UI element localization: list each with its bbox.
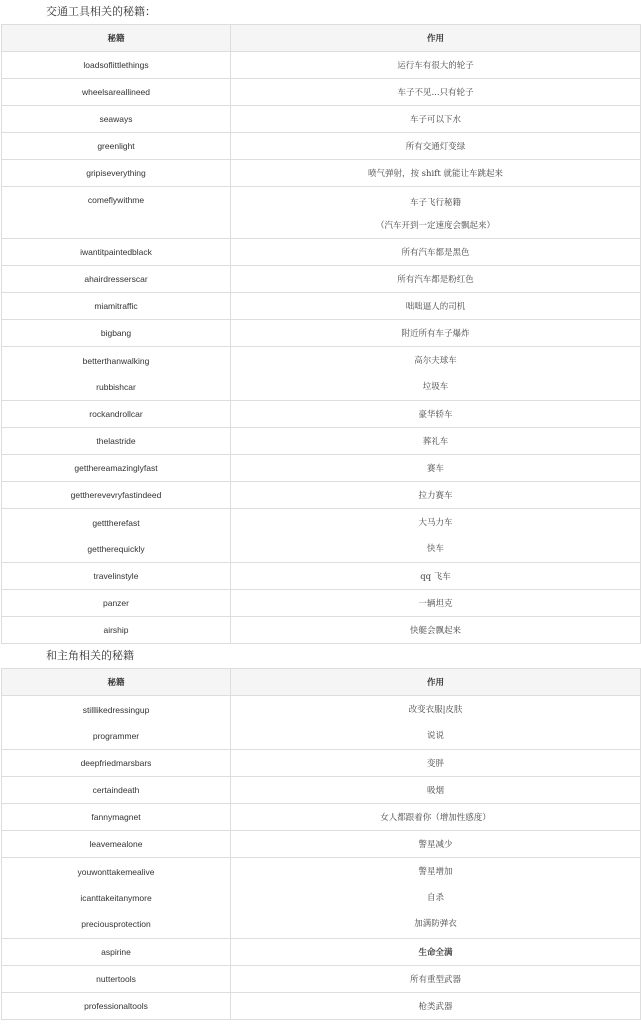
effect-text: 自杀 <box>426 893 444 903</box>
table-row <box>2 804 641 831</box>
cheat-cell: rockandrollcar <box>2 401 231 428</box>
cheat-text: betterthanwalking <box>82 355 150 366</box>
player-cheats-table <box>1 668 641 1020</box>
effect-text: 说说 <box>426 730 444 741</box>
cheat-cell <box>2 347 231 401</box>
effect-cell: 运行车有很大的轮子 <box>231 52 641 79</box>
effect-cell: 快艇会飘起来 <box>231 617 641 644</box>
cheat-cell: aspirine <box>2 939 231 966</box>
cheat-cell <box>2 509 231 563</box>
cheat-cell: ahairdresserscar <box>2 266 231 293</box>
cheat-cell: loadsoflittlethings <box>2 52 231 79</box>
cheat-text: programmer <box>92 730 140 741</box>
cheat-cell <box>2 858 231 939</box>
table-row <box>2 401 641 428</box>
cheat-text: comeflywithme <box>87 195 145 205</box>
cheat-text: rubbishcar <box>96 381 136 392</box>
effect-text: 加满防弹衣 <box>414 919 457 929</box>
effect-cell <box>231 696 641 750</box>
cheat-cell <box>2 187 231 239</box>
table-row <box>2 293 641 320</box>
table-header-row <box>2 669 641 696</box>
cheat-cell: professionaltools <box>2 993 231 1020</box>
effect-cell <box>231 187 641 239</box>
cheat-text: youwonttakemealive <box>77 867 155 877</box>
vehicle-cheats-table <box>1 24 641 644</box>
effect-cell: 葬礼车 <box>231 428 641 455</box>
effect-text: 改变衣服|皮肤 <box>408 704 463 715</box>
effect-text: 快车 <box>426 543 444 554</box>
cheat-cell: getthereamazinglyfast <box>2 455 231 482</box>
cheat-cell: wheelsareallineed <box>2 79 231 106</box>
cheat-cell: iwantitpaintedblack <box>2 239 231 266</box>
cheat-cell: bigbang <box>2 320 231 347</box>
table-row <box>2 239 641 266</box>
effect-cell: 枪类武器 <box>231 993 641 1020</box>
table-row <box>2 133 641 160</box>
cheat-cell: deepfriedmarsbars <box>2 750 231 777</box>
table-row <box>2 590 641 617</box>
cheat-cell: nuttertools <box>2 966 231 993</box>
effect-cell: 豪华轿车 <box>231 401 641 428</box>
table-row <box>2 320 641 347</box>
cheat-cell: certaindeath <box>2 777 231 804</box>
cheat-cell: leavemealone <box>2 831 231 858</box>
effect-cell: 车子不见...只有轮子 <box>231 79 641 106</box>
table-row <box>2 777 641 804</box>
table-row <box>2 750 641 777</box>
table-row <box>2 966 641 993</box>
effect-cell: 吸烟 <box>231 777 641 804</box>
table-row <box>2 939 641 966</box>
effect-cell <box>231 347 641 401</box>
effect-text: 车子飞行秘籍 <box>409 197 461 208</box>
table-row <box>2 266 641 293</box>
section2-title: 和主角相关的秘籍 <box>46 649 134 662</box>
cheat-cell: panzer <box>2 590 231 617</box>
effect-cell: qq 飞车 <box>231 563 641 590</box>
effect-cell: 拉力赛车 <box>231 482 641 509</box>
table-row <box>2 160 641 187</box>
cheat-text: gettherequickly <box>87 543 145 554</box>
cheat-cell <box>2 696 231 750</box>
cheat-text: getttherefast <box>92 517 140 528</box>
cheat-cell: seaways <box>2 106 231 133</box>
effect-cell: 女人都跟着你（增加性感度） <box>231 804 641 831</box>
header-cheat: 秘籍 <box>2 25 231 52</box>
effect-cell: 一辆坦克 <box>231 590 641 617</box>
cheat-cell: gripiseverything <box>2 160 231 187</box>
effect-cell <box>231 858 641 939</box>
cheat-cell: greenlight <box>2 133 231 160</box>
table-row <box>2 52 641 79</box>
effect-cell: 所有汽车都是粉红色 <box>231 266 641 293</box>
effect-text: 警星增加 <box>418 867 453 877</box>
table-row <box>2 347 641 401</box>
table-row <box>2 696 641 750</box>
table-row <box>2 428 641 455</box>
cheat-cell: airship <box>2 617 231 644</box>
effect-cell: 所有交通灯变绿 <box>231 133 641 160</box>
effect-text: 大马力车 <box>418 517 453 528</box>
section1-title: 交通工具相关的秘籍： <box>46 5 156 18</box>
table-row <box>2 482 641 509</box>
cheat-text: icanttakeitanymore <box>80 893 152 903</box>
effect-cell: 车子可以下水 <box>231 106 641 133</box>
cheat-cell: gettherevevryfastindeed <box>2 482 231 509</box>
table-row <box>2 79 641 106</box>
cheat-cell: miamitraffic <box>2 293 231 320</box>
table-row <box>2 993 641 1020</box>
table-row <box>2 187 641 239</box>
cheat-cell: travelinstyle <box>2 563 231 590</box>
table-row <box>2 858 641 939</box>
table-row <box>2 563 641 590</box>
effect-cell <box>231 509 641 563</box>
table-row <box>2 455 641 482</box>
effect-cell: 警星减少 <box>231 831 641 858</box>
table-row <box>2 831 641 858</box>
effect-text: 垃圾车 <box>422 381 449 392</box>
cheat-text: stilllikedressingup <box>82 704 150 715</box>
table-row <box>2 106 641 133</box>
header-cheat: 秘籍 <box>2 669 231 696</box>
effect-cell: 变胖 <box>231 750 641 777</box>
effect-cell: 附近所有车子爆炸 <box>231 320 641 347</box>
effect-note: （汽车开到一定速度会飘起来） <box>375 220 495 231</box>
effect-cell: 生命全满 <box>231 939 641 966</box>
effect-text: 高尔夫球车 <box>414 355 457 366</box>
cheat-cell: thelastride <box>2 428 231 455</box>
cheat-text: preciousprotection <box>81 919 151 929</box>
effect-cell: 所有重型武器 <box>231 966 641 993</box>
cheat-cell: fannymagnet <box>2 804 231 831</box>
effect-cell: 赛车 <box>231 455 641 482</box>
table-row <box>2 617 641 644</box>
effect-cell: 喷气弹射，按 shift 就能让车跳起来 <box>231 160 641 187</box>
header-effect: 作用 <box>231 669 641 696</box>
table-header-row <box>2 25 641 52</box>
effect-cell: 咄咄逼人的司机 <box>231 293 641 320</box>
effect-cell: 所有汽车都是黑色 <box>231 239 641 266</box>
table-row <box>2 509 641 563</box>
header-effect: 作用 <box>231 25 641 52</box>
